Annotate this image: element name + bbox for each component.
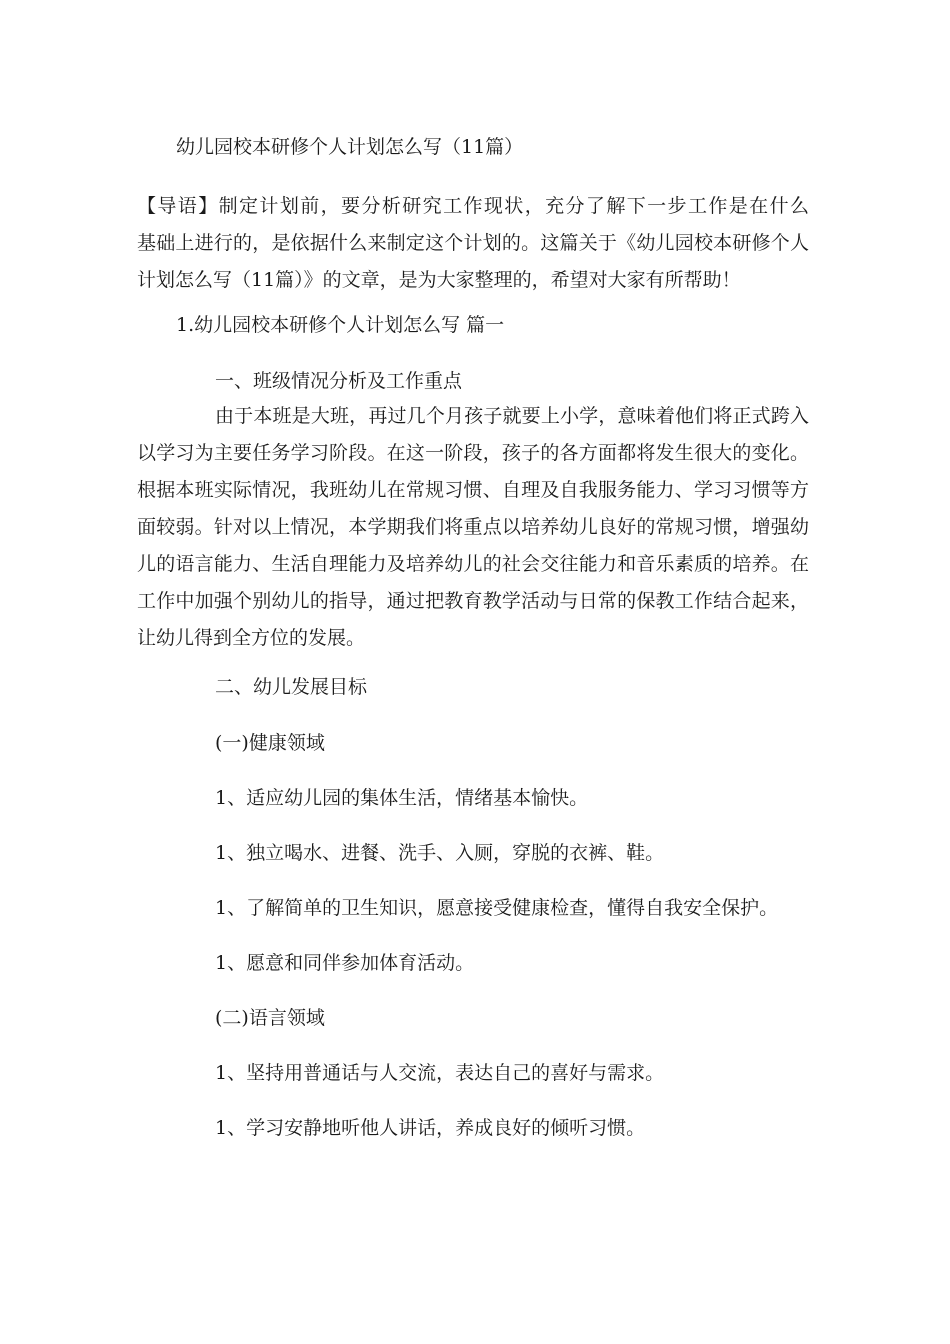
list-item: 1、适应幼儿园的集体生活，情绪基本愉快。 xyxy=(215,787,589,809)
intro-paragraph xyxy=(137,188,809,299)
subheading-health: (一)健康领域 xyxy=(215,732,325,754)
body-line: 让幼儿得到全方位的发展。 xyxy=(137,627,366,649)
section-title: 1.幼儿园校本研修个人计划怎么写 篇一 xyxy=(176,314,505,336)
list-item: 1、独立喝水、进餐、洗手、入厕，穿脱的衣裤、鞋。 xyxy=(215,842,665,864)
list-item: 1、了解简单的卫生知识，愿意接受健康检查，懂得自我安全保护。 xyxy=(215,897,779,919)
subheading-language: (二)语言领域 xyxy=(215,1007,325,1029)
heading-class-analysis: 一、班级情况分析及工作重点 xyxy=(215,370,463,392)
body-line: 工作中加强个别幼儿的指导，通过把教育教学活动与日常的保教工作结合起来， xyxy=(137,590,809,612)
document-title: 幼儿园校本研修个人计划怎么写（11篇） xyxy=(176,136,524,158)
intro-line: 计划怎么写（11篇）》的文章，是为大家整理的，希望对大家有所帮助！ xyxy=(137,269,741,291)
body-line: 根据本班实际情况，我班幼儿在常规习惯、自理及自我服务能力、学习习惯等方 xyxy=(137,479,809,501)
intro-line: 【导语】制定计划前，要分析研究工作现状，充分了解下一步工作是在什么 xyxy=(137,195,809,217)
body-line: 面较弱。针对以上情况，本学期我们将重点以培养幼儿良好的常规习惯，增强幼 xyxy=(137,516,809,538)
body-paragraph xyxy=(137,398,809,657)
list-item: 1、坚持用普通话与人交流，表达自己的喜好与需求。 xyxy=(215,1062,665,1084)
list-item: 1、学习安静地听他人讲话，养成良好的倾听习惯。 xyxy=(215,1117,646,1139)
heading-development-goals: 二、幼儿发展目标 xyxy=(215,676,368,698)
body-line: 由于本班是大班，再过几个月孩子就要上小学，意味着他们将正式跨入 xyxy=(215,405,809,427)
list-item: 1、愿意和同伴参加体育活动。 xyxy=(215,952,475,974)
body-line: 儿的语言能力、生活自理能力及培养幼儿的社会交往能力和音乐素质的培养。在 xyxy=(137,553,809,575)
intro-line: 基础上进行的，是依据什么来制定这个计划的。这篇关于《幼儿园校本研修个人 xyxy=(137,232,809,254)
body-line: 以学习为主要任务学习阶段。在这一阶段，孩子的各方面都将发生很大的变化。 xyxy=(137,442,809,464)
